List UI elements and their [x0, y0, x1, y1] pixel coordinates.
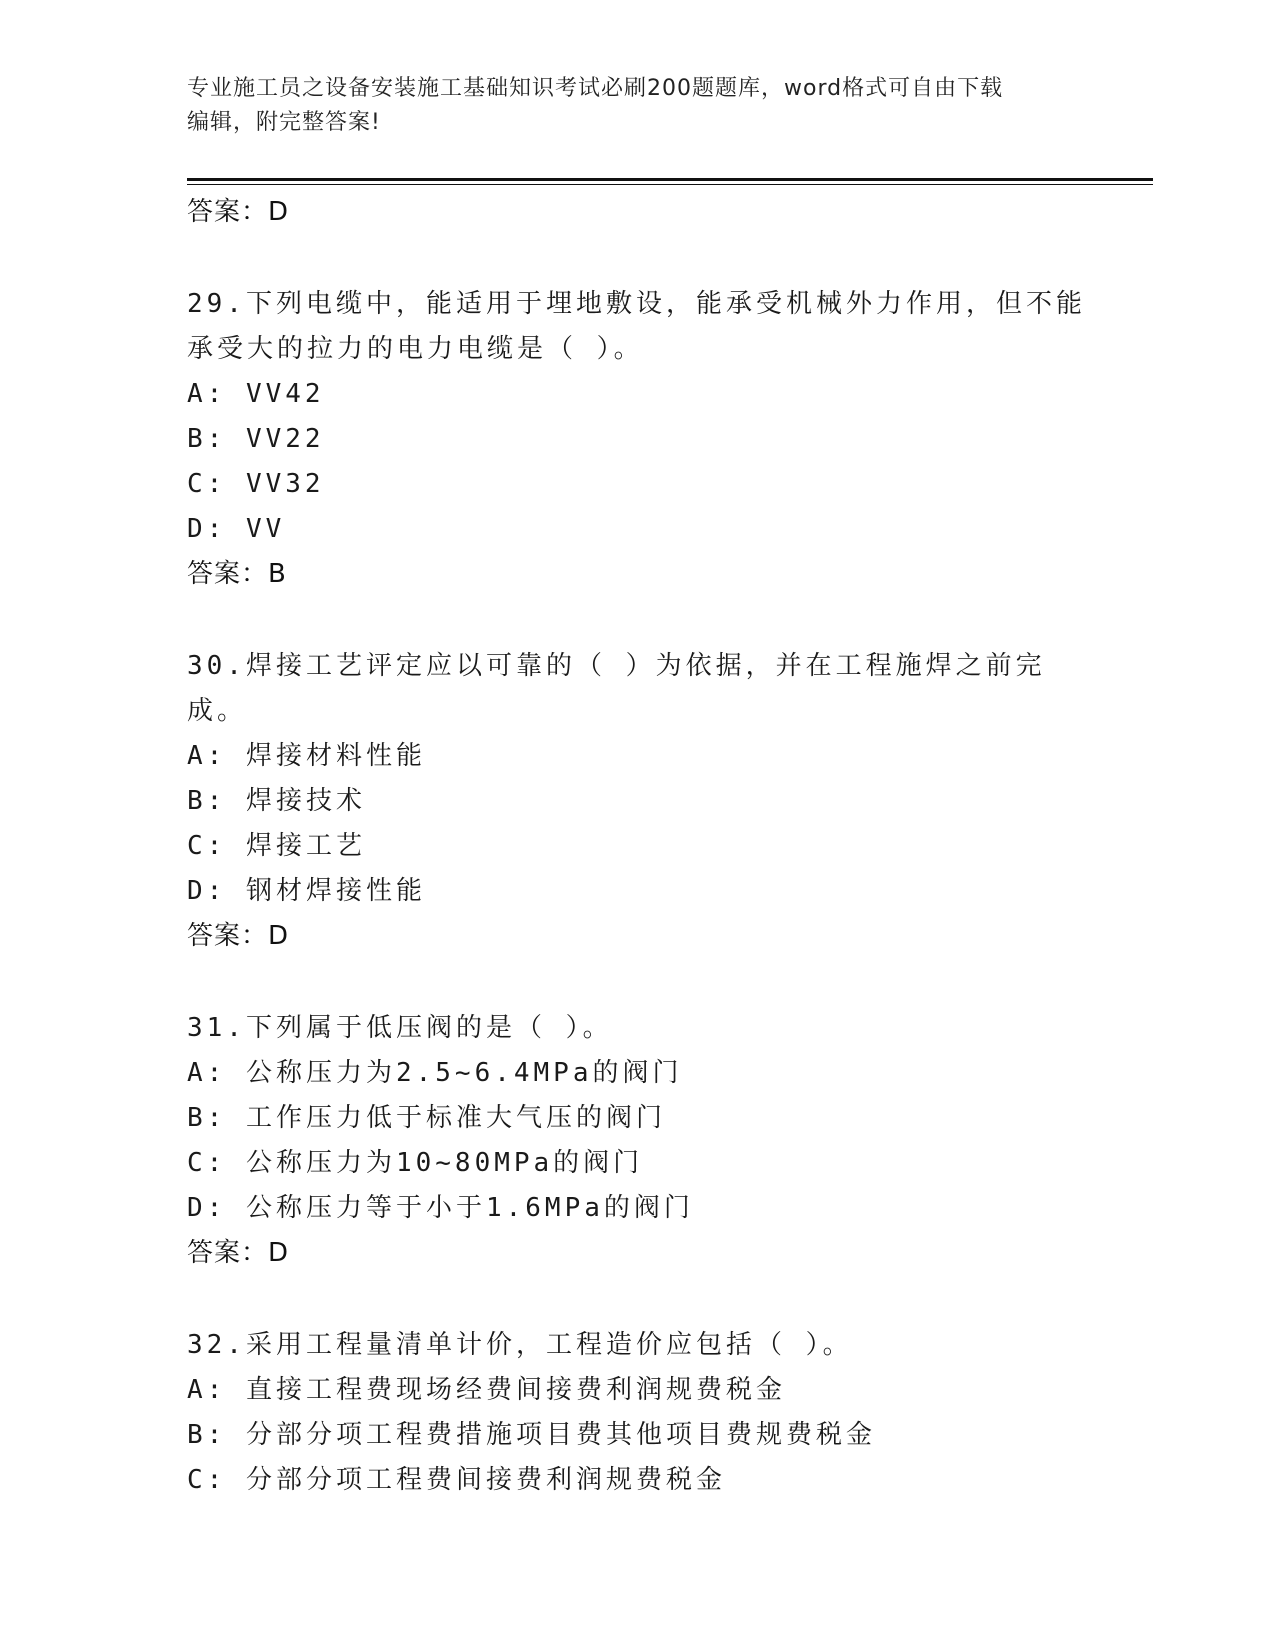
option-b: B: 工作压力低于标准大气压的阀门 [187, 1103, 666, 1133]
option-a: A: 焊接材料性能 [187, 741, 426, 771]
option-c: C: 公称压力为10~80MPa的阀门 [187, 1148, 644, 1178]
document-header [187, 72, 1087, 140]
question-29 [187, 282, 1087, 597]
option-d: D: 钢材焊接性能 [187, 876, 426, 906]
option-d: D: 公称压力等于小于1.6MPa的阀门 [187, 1193, 694, 1223]
option-b: B: VV22 [187, 424, 325, 454]
option-d: D: VV [187, 514, 286, 544]
header-title-line-2: 编辑，附完整答案! [187, 110, 381, 135]
header-divider-thick [187, 178, 1153, 181]
option-c: C: 焊接工艺 [187, 831, 366, 861]
question-text: 31.下列属于低压阀的是（ ）。 [187, 1013, 613, 1043]
answer-previous: 答案：D [187, 197, 290, 227]
option-b: B: 焊接技术 [187, 786, 366, 816]
question-31 [187, 1006, 1087, 1276]
option-a: A: VV42 [187, 379, 325, 409]
question-text: 32.采用工程量清单计价，工程造价应包括（ ）。 [187, 1330, 853, 1360]
answer: 答案：D [187, 921, 290, 951]
answer: 答案：B [187, 559, 287, 589]
header-title-line-1: 专业施工员之设备安装施工基础知识考试必刷200题题库，word格式可自由下载 [187, 76, 1004, 101]
option-c: C: VV32 [187, 469, 325, 499]
question-32 [187, 1323, 1087, 1503]
option-a: A: 直接工程费现场经费间接费利润规费税金 [187, 1375, 786, 1405]
question-list [187, 190, 1087, 1503]
option-b: B: 分部分项工程费措施项目费其他项目费规费税金 [187, 1420, 876, 1450]
option-c: C: 分部分项工程费间接费利润规费税金 [187, 1465, 726, 1495]
question-text: 30.焊接工艺评定应以可靠的（ ）为依据，并在工程施焊之前完成。 [187, 651, 1046, 726]
header-divider-thin [187, 184, 1153, 185]
question-30 [187, 644, 1087, 959]
option-a: A: 公称压力为2.5~6.4MPa的阀门 [187, 1058, 683, 1088]
question-text: 29.下列电缆中，能适用于埋地敷设，能承受机械外力作用，但不能承受大的拉力的电力电缆是（ ）。 [187, 289, 1086, 364]
answer: 答案：D [187, 1238, 290, 1268]
